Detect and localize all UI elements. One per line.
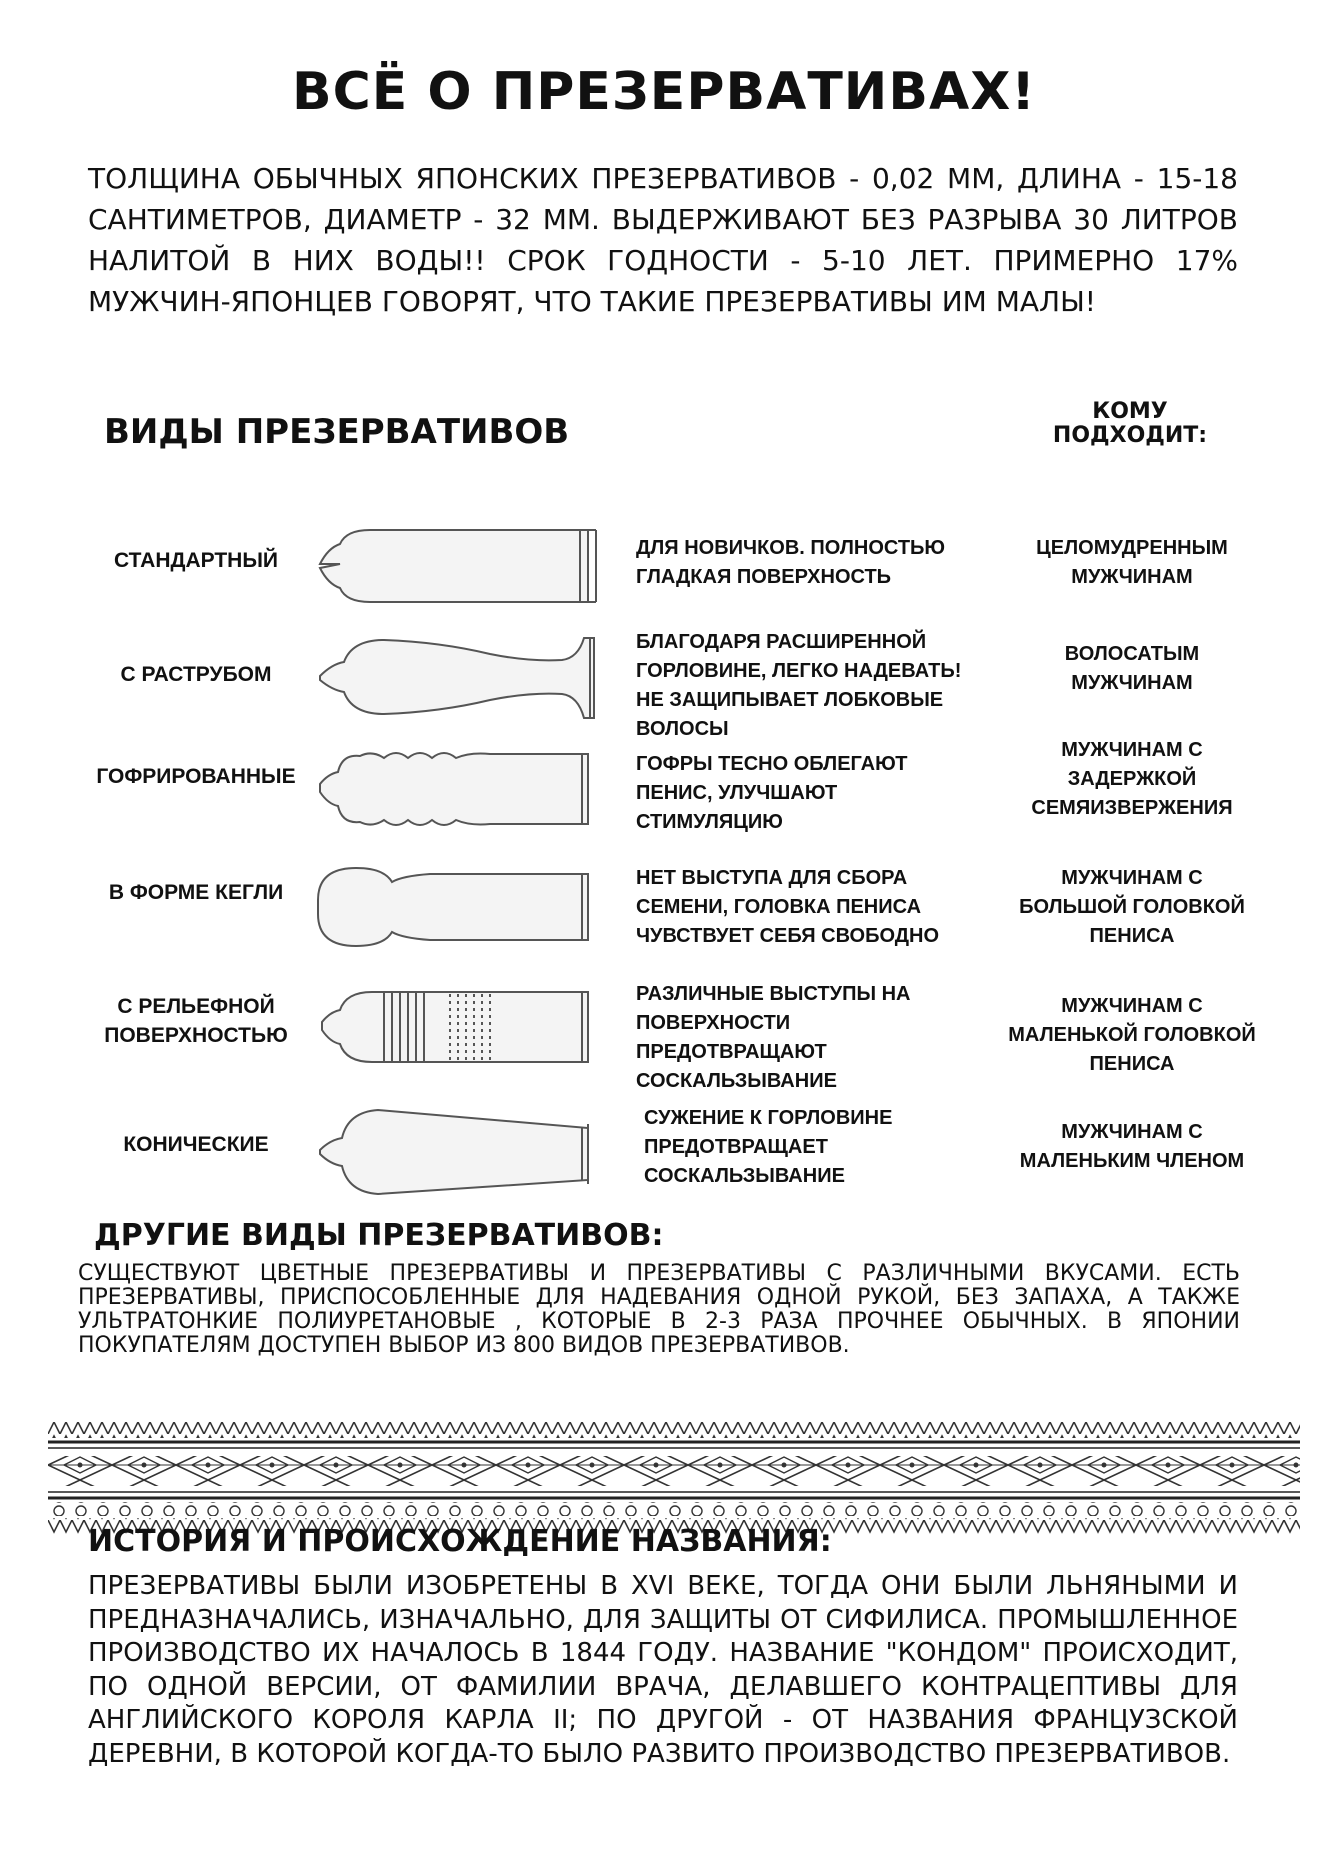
other-types-paragraph: СУЩЕСТВУЮТ ЦВЕТНЫЕ ПРЕЗЕРВАТИВЫ И ПРЕЗЕРВАТИВЫ С РАЗЛИЧНЫМИ ВКУСАМИ. ЕСТЬ ПРЕЗЕРВАТИВЫ, ПРИСПОСОБЛЕННЫЕ ДЛЯ НАДЕВАНИЯ ОДНОЙ РУКОЙ, БЕЗ ЗАПАХА, А ТАКЖЕ УЛЬТРАТОНКИЕ ПОЛИУРЕТАНОВЫЕ , КОТОРЫЕ В 2-3 РАЗА ПРОЧНЕЕ ОБЫЧНЫХ. В ЯПОНИИ ПОКУПАТЕЛЯМ ДОСТУПЕН ВЫБОР ИЗ 800 ВИДОВ ПРЕЗЕРВАТИВОВ. [78, 1261, 1240, 1358]
other-types-heading: ДРУГИЕ ВИДЫ ПРЕЗЕРВАТИВОВ: [94, 1218, 664, 1253]
type-row-conical [0, 1094, 1328, 1204]
type-row-textured [0, 970, 1328, 1092]
suits-column-heading: КОМУ ПОДХОДИТ: [1052, 399, 1208, 448]
standard-condom-icon [300, 506, 620, 616]
type-description: НЕТ ВЫСТУПА ДЛЯ СБОРА СЕМЕНИ, ГОЛОВКА ПЕНИСА ЧУВСТВУЕТ СЕБЯ СВОБОДНО [636, 867, 940, 947]
history-heading: ИСТОРИЯ И ПРОИСХОЖДЕНИЕ НАЗВАНИЯ: [88, 1524, 832, 1559]
conical-condom-icon [300, 1094, 620, 1204]
type-description: СУЖЕНИЕ К ГОРЛОВИНЕ ПРЕДОТВРАЩАЕТ СОСКАЛЬЗЫВАНИЕ [644, 1107, 893, 1187]
type-suits: МУЖЧИНАМ С МАЛЕНЬКИМ ЧЛЕНОМ [1019, 1121, 1245, 1172]
skittle-condom-icon [300, 852, 620, 962]
type-suits: МУЖЧИНАМ С ЗАДЕРЖКОЙ СЕМЯИЗВЕРЖЕНИЯ [1031, 739, 1233, 819]
type-suits: ВОЛОСАТЫМ МУЖЧИНАМ [1064, 643, 1200, 694]
type-row-skittle [0, 852, 1328, 962]
type-suits: МУЖЧИНАМ С МАЛЕНЬКОЙ ГОЛОВКОЙ ПЕНИСА [1008, 995, 1256, 1075]
type-row-ribbed [0, 734, 1328, 844]
type-name: С РЕЛЬЕФНОЙ ПОВЕРХНОСТЬЮ [104, 995, 288, 1047]
type-name: ГОФРИРОВАННЫЕ [96, 765, 296, 788]
type-row-flared [0, 620, 1328, 740]
type-description: РАЗЛИЧНЫЕ ВЫСТУПЫ НА ПОВЕРХНОСТИ ПРЕДОТВРАЩАЮТ СОСКАЛЬЗЫВАНИЕ [636, 983, 911, 1092]
types-heading: ВИДЫ ПРЕЗЕРВАТИВОВ [104, 412, 570, 452]
textured-condom-icon [300, 970, 620, 1080]
type-name: С РАСТРУБОМ [120, 663, 272, 686]
type-suits: МУЖЧИНАМ С БОЛЬШОЙ ГОЛОВКОЙ ПЕНИСА [1019, 867, 1245, 947]
type-description: ДЛЯ НОВИЧКОВ. ПОЛНОСТЬЮ ГЛАДКАЯ ПОВЕРХНОСТЬ [636, 537, 946, 588]
type-name: СТАНДАРТНЫЙ [114, 549, 278, 572]
type-suits: ЦЕЛОМУДРЕННЫМ МУЖЧИНАМ [1036, 537, 1228, 588]
ribbed-condom-icon [300, 734, 620, 844]
type-name: КОНИЧЕСКИЕ [123, 1133, 269, 1156]
type-description: БЛАГОДАРЯ РАСШИРЕННОЙ ГОРЛОВИНЕ, ЛЕГКО НАДЕВАТЬ! НЕ ЗАЩИПЫВАЕТ ЛОБКОВЫЕ ВОЛОСЫ [636, 631, 962, 740]
intro-paragraph: ТОЛЩИНА ОБЫЧНЫХ ЯПОНСКИХ ПРЕЗЕРВАТИВОВ - 0,02 ММ, ДЛИНА - 15-18 САНТИМЕТРОВ, ДИАМЕТР - 32 ММ. ВЫДЕРЖИВАЮТ БЕЗ РАЗРЫВА 30 ЛИТРОВ НАЛИТОЙ В НИХ ВОДЫ!! СРОК ГОДНОСТИ - 5-10 ЛЕТ. ПРИМЕРНО 17% МУЖЧИН-ЯПОНЦЕВ ГОВОРЯТ, ЧТО ТАКИЕ ПРЕЗЕРВАТИВЫ ИМ МАЛЫ! [88, 162, 1238, 318]
history-paragraph: ПРЕЗЕРВАТИВЫ БЫЛИ ИЗОБРЕТЕНЫ В XVI ВЕКЕ, ТОГДА ОНИ БЫЛИ ЛЬНЯНЫМИ И ПРЕДНАЗНАЧАЛИСЬ, ИЗНАЧАЛЬНО, ДЛЯ ЗАЩИТЫ ОТ СИФИЛИСА. ПРОМЫШЛЕННОЕ ПРОИЗВОДСТВО ИХ НАЧАЛОСЬ В 1844 ГОДУ. НАЗВАНИЕ "КОНДОМ" ПРОИСХОДИТ, ПО ОДНОЙ ВЕРСИИ, ОТ ФАМИЛИИ ВРАЧА, ДЕЛАВШЕГО КОНТРАЦЕПТИВЫ ДЛЯ АНГЛИЙСКОГО КОРОЛЯ КАРЛА II; ПО ДРУГОЙ - ОТ НАЗВАНИЯ ФРАНЦУЗСКОЙ ДЕРЕВНИ, В КОТОРОЙ КОГДА-ТО БЫЛО РАЗВИТО ПРОИЗВОДСТВО ПРЕЗЕРВАТИВОВ. [88, 1571, 1238, 1769]
flared-condom-icon [300, 620, 620, 730]
type-name: В ФОРМЕ КЕГЛИ [108, 881, 284, 904]
type-row-standard [0, 506, 1328, 616]
ornamental-divider [48, 1420, 1300, 1538]
page-title: ВСЁ О ПРЕЗЕРВАТИВАХ! [291, 62, 1036, 122]
type-description: ГОФРЫ ТЕСНО ОБЛЕГАЮТ ПЕНИС, УЛУЧШАЮТ СТИМУЛЯЦИЮ [636, 753, 908, 833]
